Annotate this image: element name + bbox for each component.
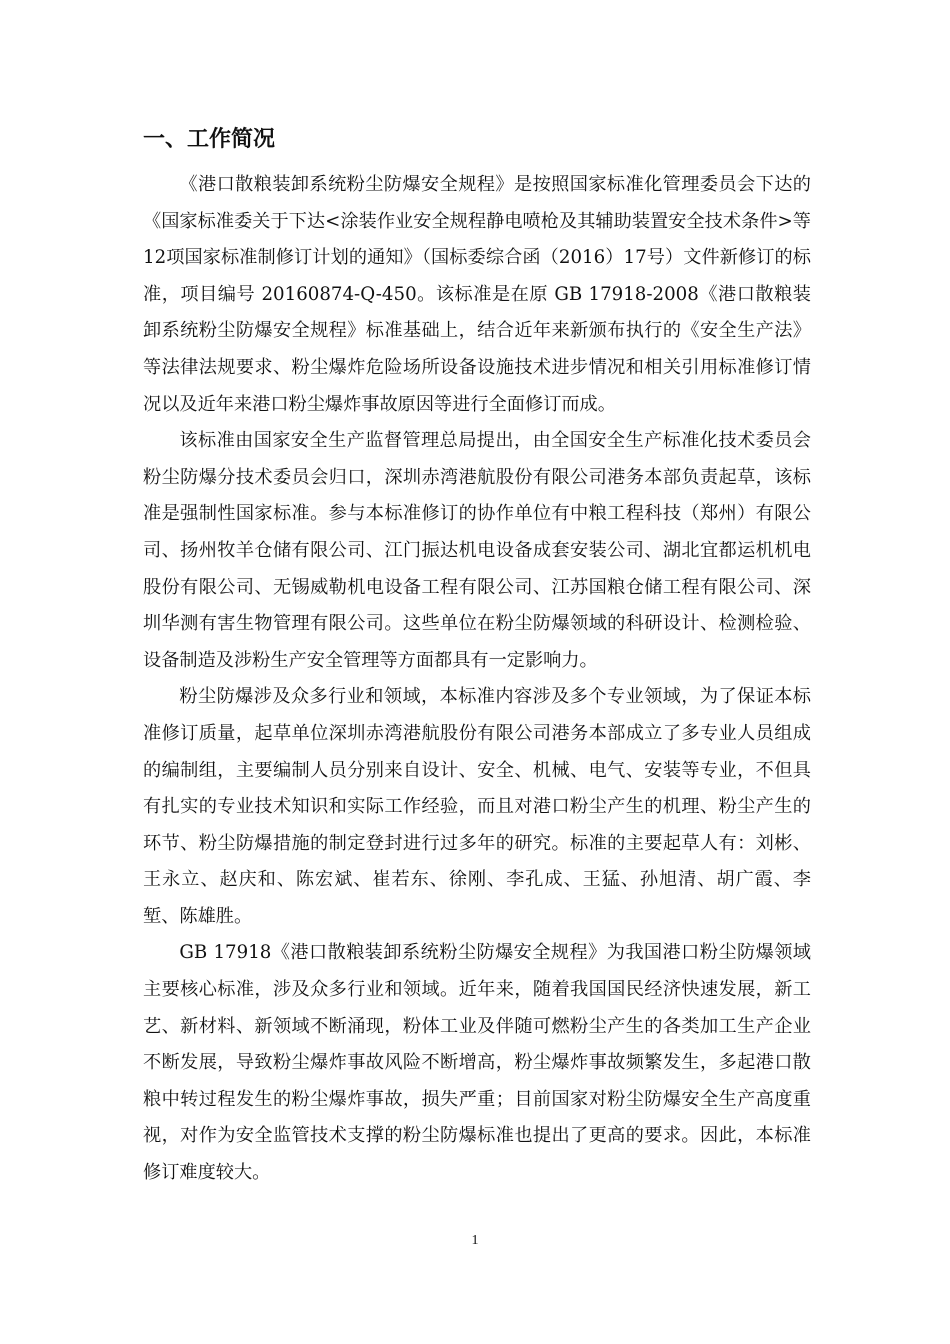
paragraph-organizations: 该标准由国家安全生产监督管理总局提出，由全国安全生产标准化技术委员会粉尘防爆分技术委员会归口，深圳赤湾港航股份有限公司港务本部负责起草，该标准是强制性国家标准。参与本标准修订的协作单位有中粮工程科技（郑州）有限公司、扬州牧羊仓储有限公司、江门振达机电设备成套安装公司、湖北宜都运机机电股份有限公司、无锡威勒机电设备工程有限公司、江苏国粮仓储工程有限公司、深圳华测有害生物管理有限公司。这些单位在粉尘防爆领域的科研设计、检测检验、设备制造及涉粉生产安全管理等方面都具有一定影响力。: [143, 430, 811, 671]
section-heading: 一、工作简况: [143, 127, 276, 152]
paragraph-significance: GB 17918《港口散粮装卸系统粉尘防爆安全规程》为我国港口粉尘防爆领域主要核心标准，涉及众多行业和领域。近年来，随着我国国民经济快速发展，新工艺、新材料、新领域不断涌现，粉体工业及伴随可燃粉尘产生的各类加工生产企业不断发展，导致粉尘爆炸事故风险不断增高，粉尘爆炸事故频繁发生，多起港口散粮中转过程发生的粉尘爆炸事故，损失严重；目前国家对粉尘防爆安全生产高度重视，对作为安全监管技术支撑的粉尘防爆标准也提出了更高的要求。因此，本标准修订难度较大。: [143, 942, 811, 1184]
paragraph-background: 《港口散粮装卸系统粉尘防爆安全规程》是按照国家标准化管理委员会下达的《国家标准委关于下达<涂装作业安全规程静电喷枪及其辅助装置安全技术条件>等12项国家标准制修订计划的通知》（国标委综合函（2016）17号）文件新修订的标准，项目编号 20160874-Q-450。该标准是在原 GB 17918-2008《港口散粮装卸系统粉尘防爆安全规程》标准基础上，结合近年来新颁布执行的《安全生产法》等法律法规要求、粉尘爆炸危险场所设备设施技术进步情况和相关引用标准修订情况以及近年来港口粉尘爆炸事故原因等进行全面修订而成。: [143, 174, 811, 415]
paragraph-drafting-team: 粉尘防爆涉及众多行业和领域，本标准内容涉及多个专业领域，为了保证本标准修订质量，起草单位深圳赤湾港航股份有限公司港务本部成立了多专业人员组成的编制组，主要编制人员分别来自设计、安全、机械、电气、安装等专业，不但具有扎实的专业技术知识和实际工作经验，而且对港口粉尘产生的机理、粉尘产生的环节、粉尘防爆措施的制定登封进行过多年的研究。标准的主要起草人有：刘彬、王永立、赵庆和、陈宏斌、崔若东、徐刚、李孔成、王猛、孙旭清、胡广霞、李堑、陈雄胜。: [143, 686, 811, 927]
body-text: [143, 167, 811, 1192]
page-number: 1: [471, 1233, 479, 1248]
